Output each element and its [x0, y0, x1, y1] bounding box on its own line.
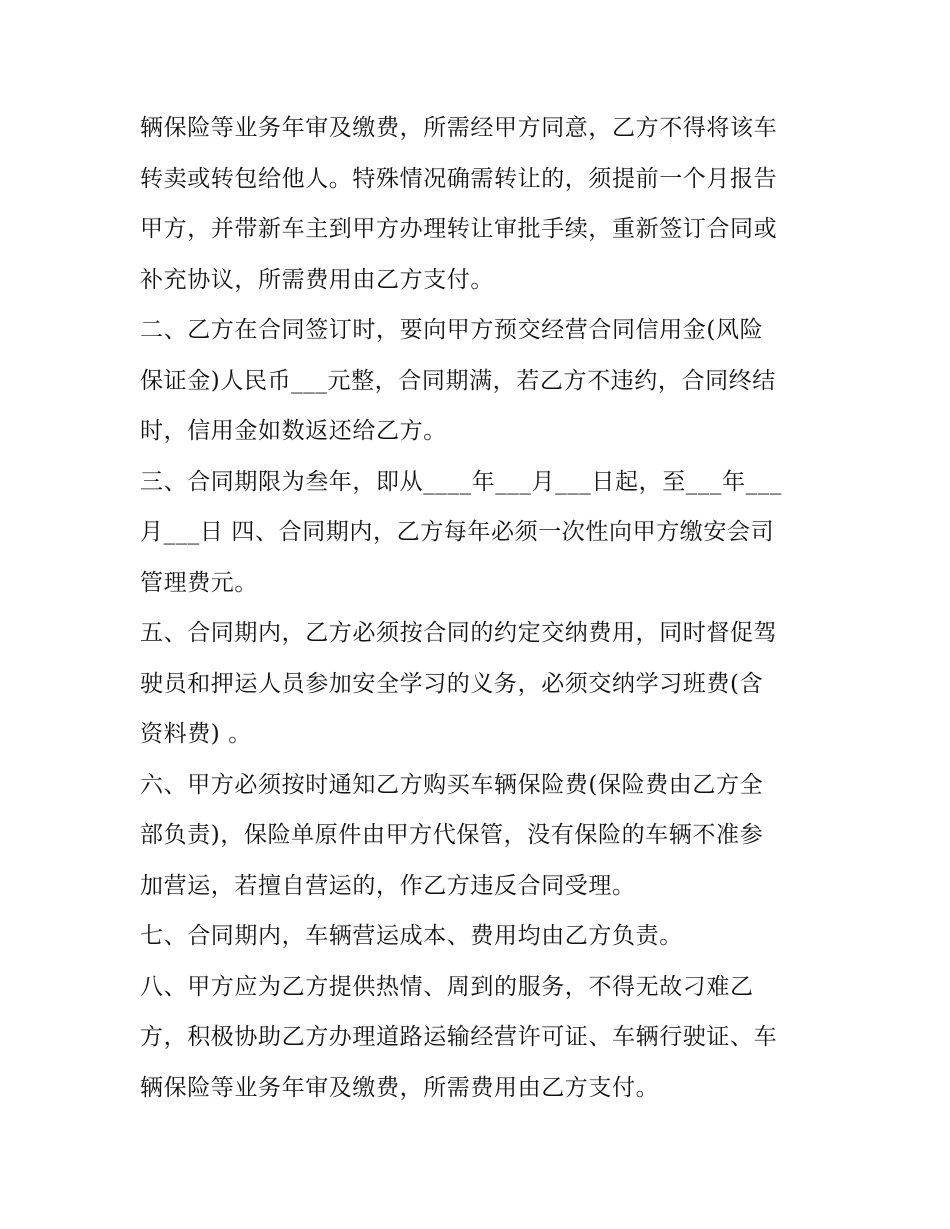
- paragraph-line-1: 辆保险等业务年审及缴费，所需经甲方同意，乙方不得将该车: [140, 115, 778, 141]
- paragraph-line-12: 驶员和押运人员参加安全学习的义务，必须交纳学习班费(含: [140, 671, 764, 697]
- paragraph-line-7: 时，信用金如数返还给乙方。: [140, 418, 447, 444]
- paragraph-line-2: 转卖或转包给他人。特殊情况确需转让的，须提前一个月报告: [140, 166, 778, 192]
- paragraph-line-5: 二、乙方在合同签订时，要向甲方预交经营合同信用金(风险: [140, 317, 764, 343]
- paragraph-line-11: 五、合同期内，乙方必须按合同的约定交纳费用，同时督促驾: [140, 620, 778, 646]
- paragraph-line-9: 月___日 四、合同期内，乙方每年必须一次性向甲方缴安会司: [140, 519, 775, 545]
- paragraph-line-16: 加营运，若擅自营运的，作乙方违反合同受理。: [140, 873, 636, 899]
- paragraph-line-14: 六、甲方必须按时通知乙方购买车辆保险费(保险费由乙方全: [140, 772, 764, 798]
- paragraph-line-15: 部负责)，保险单原件由甲方代保管，没有保险的车辆不准参: [140, 822, 764, 848]
- paragraph-line-3: 甲方，并带新车主到甲方办理转让审批手续，重新签订合同或: [140, 216, 778, 242]
- paragraph-line-17: 七、合同期内，车辆营运成本、费用均由乙方负责。: [140, 923, 683, 949]
- paragraph-line-20: 辆保险等业务年审及缴费，所需费用由乙方支付。: [140, 1075, 660, 1101]
- paragraph-line-13: 资料费) 。: [140, 721, 252, 747]
- paragraph-line-6: 保证金)人民币___元整，合同期满，若乙方不违约，合同终结: [140, 368, 776, 394]
- paragraph-line-10: 管理费元。: [140, 570, 258, 596]
- paragraph-line-18: 八、甲方应为乙方提供热情、周到的服务，不得无故刁难乙: [140, 974, 754, 1000]
- paragraph-line-19: 方，积极协助乙方办理道路运输经营许可证、车辆行驶证、车: [140, 1024, 778, 1050]
- paragraph-line-4: 补充协议，所需费用由乙方支付。: [140, 267, 494, 293]
- paragraph-line-8: 三、合同期限为叁年，即从____年___月___日起，至___年___: [140, 469, 782, 495]
